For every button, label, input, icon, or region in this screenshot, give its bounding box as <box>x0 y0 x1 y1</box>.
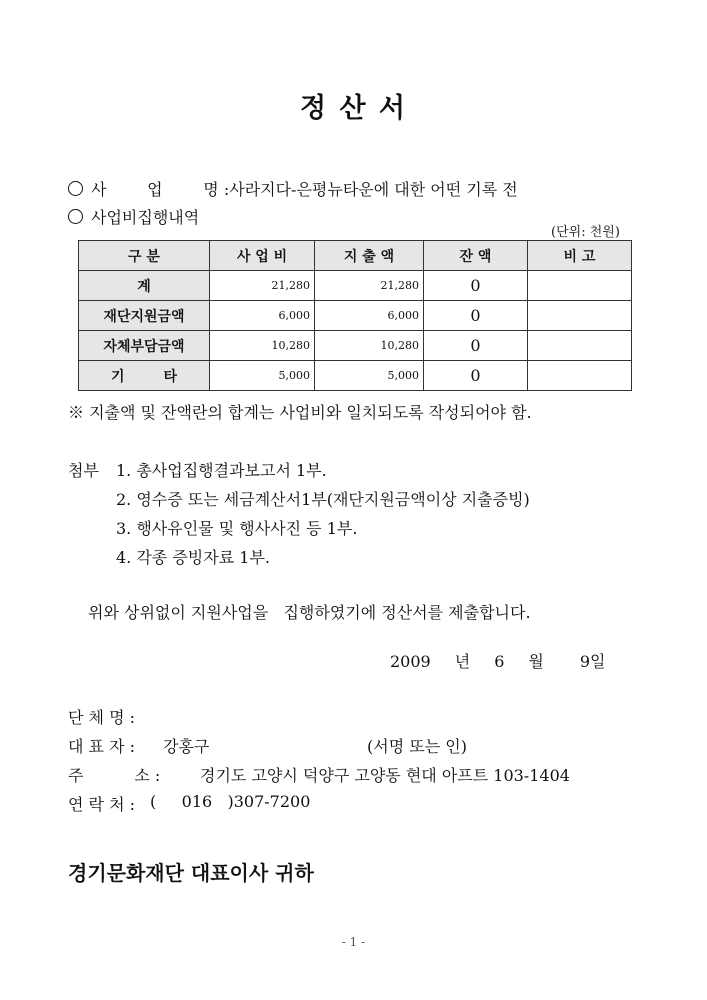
attachment-item: 4. 각종 증빙자료 1부. <box>116 548 270 567</box>
cell-spent: 5,000 <box>315 361 424 391</box>
org-name-label: 단 체 명 : <box>68 708 136 727</box>
cell-balance: 0 <box>424 361 528 391</box>
rep-label: 대 표 자 : <box>68 737 136 756</box>
header-spent: 지 출 액 <box>315 241 424 271</box>
cell-budget: 21,280 <box>210 271 315 301</box>
document-title: 정 산 서 <box>299 93 408 124</box>
sign-note: (서명 또는 인) <box>367 737 467 756</box>
execution-line <box>68 205 199 228</box>
cell-budget: 5,000 <box>210 361 315 391</box>
project-name-line <box>68 177 518 200</box>
row-label: 자체부담금액 <box>79 331 210 361</box>
cell-note <box>528 361 632 391</box>
unit-label: (단위: 천원) <box>551 225 620 240</box>
attachment-item: 2. 영수증 또는 세금계산서1부(재단지원금액이상 지출증빙) <box>116 490 530 509</box>
circle-bullet-icon <box>68 209 83 224</box>
cell-balance: 0 <box>424 331 528 361</box>
submission-statement: 위와 상위없이 지원사업을 집행하였기에 정산서를 제출합니다. <box>88 603 531 622</box>
date-line <box>390 649 605 672</box>
cell-budget: 6,000 <box>210 301 315 331</box>
table-row <box>79 331 632 361</box>
attachments-label: 첨부 <box>68 461 99 480</box>
cell-note <box>528 271 632 301</box>
address-value: 경기도 고양시 덕양구 고양동 현대 아프트 103-1404 <box>200 766 570 785</box>
rep-value: 강홍구 <box>163 737 210 756</box>
cell-balance: 0 <box>424 271 528 301</box>
cell-spent: 6,000 <box>315 301 424 331</box>
budget-table <box>78 240 632 391</box>
circle-bullet-icon <box>68 181 83 196</box>
contact-label: 연 락 처 : <box>68 795 136 814</box>
header-balance: 잔 액 <box>424 241 528 271</box>
table-note: ※ 지출액 및 잔액란의 합계는 사업비와 일치되도록 작성되어야 함. <box>68 403 532 422</box>
cell-budget: 10,280 <box>210 331 315 361</box>
date-year: 2009 <box>390 652 431 671</box>
row-label: 재단지원금액 <box>79 301 210 331</box>
page-number: - 1 - <box>341 935 366 949</box>
date-day: 9일 <box>579 652 606 671</box>
cell-note <box>528 301 632 331</box>
cell-spent: 10,280 <box>315 331 424 361</box>
cell-balance: 0 <box>424 301 528 331</box>
cell-spent: 21,280 <box>315 271 424 301</box>
row-label: 기 타 <box>79 361 210 391</box>
table-header-row <box>79 241 632 271</box>
project-value: 사라지다-은평뉴타운에 대한 어떤 기록 전 <box>229 180 518 199</box>
table-row <box>79 271 632 301</box>
contact-value: ( 016 )307-7200 <box>150 792 311 811</box>
header-budget: 사 업 비 <box>210 241 315 271</box>
header-note: 비 고 <box>528 241 632 271</box>
attachment-item: 3. 행사유인물 및 행사사진 등 1부. <box>116 519 358 538</box>
attachment-item: 1. 총사업집행결과보고서 1부. <box>116 461 327 480</box>
table-row <box>79 301 632 331</box>
date-month-unit: 월 <box>528 652 544 671</box>
date-year-unit: 년 <box>454 652 471 671</box>
address-label: 주 소 : <box>68 766 161 785</box>
table-row <box>79 361 632 391</box>
project-label: 사 업 명 : <box>91 180 230 199</box>
recipient-line: 경기문화재단 대표이사 귀하 <box>68 861 314 885</box>
execution-label: 사업비집행내역 <box>91 208 200 227</box>
header-category: 구 분 <box>79 241 210 271</box>
date-month: 6 <box>494 652 505 671</box>
row-label: 계 <box>79 271 210 301</box>
cell-note <box>528 331 632 361</box>
